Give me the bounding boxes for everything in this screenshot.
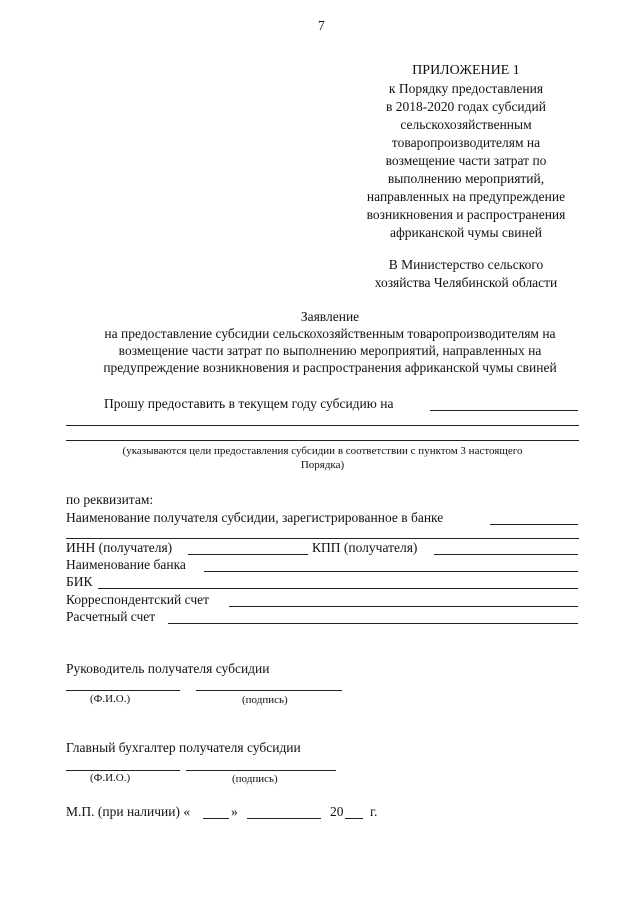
bik-field[interactable]	[98, 588, 578, 589]
appendix-line: выполнению мероприятий,	[387, 171, 545, 186]
accountant-sign-caption: (подпись)	[232, 773, 278, 785]
seal-prefix: М.П. (при наличии) «	[66, 804, 191, 819]
date-year-suffix: г.	[370, 804, 378, 819]
recipient-name-field[interactable]	[490, 524, 578, 525]
addressee-line: хозяйства Челябинской области	[374, 275, 558, 290]
recipient-name-label: Наименование получателя субсидии, зарегистрированное в банке	[66, 510, 444, 525]
head-fio-field[interactable]	[66, 690, 180, 691]
request-text: Прошу предоставить в текущем году субсидию на	[104, 396, 394, 411]
date-year-field[interactable]	[345, 818, 363, 819]
bank-name-field[interactable]	[204, 571, 578, 572]
settlement-account-label: Расчетный счет	[66, 609, 156, 624]
statement-title: Заявление	[300, 309, 360, 324]
addressee-block	[340, 256, 592, 292]
head-sign-caption: (подпись)	[242, 694, 288, 706]
accountant-sign-field[interactable]	[186, 770, 336, 771]
appendix-line: к Порядку предоставления	[388, 81, 544, 96]
appendix-line: в 2018-2020 годах субсидий	[386, 99, 546, 114]
request-note-line: Порядка)	[300, 459, 345, 471]
date-month-field[interactable]	[247, 818, 321, 819]
corr-account-field[interactable]	[229, 606, 578, 607]
request-purpose-field[interactable]	[430, 410, 578, 411]
appendix-line: возмещение части затрат по	[385, 153, 547, 168]
request-purpose-field-line3[interactable]	[66, 440, 579, 441]
appendix-line: возникновения и распространения	[366, 207, 566, 222]
statement-line: предупреждение возникновения и распространения африканской чумы свиней	[103, 360, 557, 375]
head-signature-title: Руководитель получателя субсидии	[66, 661, 270, 676]
statement-line: возмещение части затрат по выполнению мероприятий, направленных на	[118, 343, 542, 358]
statement-line: на предоставление субсидии сельскохозяйственным товаропроизводителям на	[104, 326, 556, 341]
statement-block	[40, 308, 620, 376]
appendix-title: ПРИЛОЖЕНИЕ 1	[412, 63, 520, 78]
inn-label: ИНН (получателя)	[66, 540, 173, 555]
corr-account-label: Корреспондентский счет	[66, 592, 210, 607]
settlement-account-field[interactable]	[168, 623, 578, 624]
bik-label: БИК	[66, 574, 93, 589]
request-note-line: (указываются цели предоставления субсидии в соответствии с пунктом 3 настоящего	[122, 445, 523, 457]
request-note	[66, 444, 579, 472]
date-year-prefix: 20	[330, 804, 344, 819]
appendix-line: направленных на предупреждение	[366, 189, 566, 204]
inn-field[interactable]	[188, 554, 308, 555]
page-number: 7	[318, 18, 325, 33]
recipient-name-field-line2[interactable]	[66, 538, 579, 539]
appendix-line: товаропроизводителям на	[391, 135, 541, 150]
accountant-fio-field[interactable]	[66, 770, 180, 771]
accountant-fio-caption: (Ф.И.О.)	[90, 772, 131, 784]
requisites-heading: по реквизитам:	[66, 492, 154, 507]
kpp-field[interactable]	[434, 554, 578, 555]
date-day-field[interactable]	[203, 818, 229, 819]
bank-name-label: Наименование банка	[66, 557, 186, 572]
head-fio-caption: (Ф.И.О.)	[90, 693, 131, 705]
addressee-line: В Министерство сельского	[388, 257, 544, 272]
seal-quote-close: »	[231, 804, 238, 819]
appendix-line: сельскохозяйственным	[400, 117, 532, 132]
kpp-label: КПП (получателя)	[312, 540, 418, 555]
appendix-block	[340, 62, 592, 242]
request-purpose-field-line2[interactable]	[66, 425, 579, 426]
appendix-line: африканской чумы свиней	[390, 225, 542, 240]
accountant-signature-title: Главный бухгалтер получателя субсидии	[66, 740, 301, 755]
head-sign-field[interactable]	[196, 690, 342, 691]
